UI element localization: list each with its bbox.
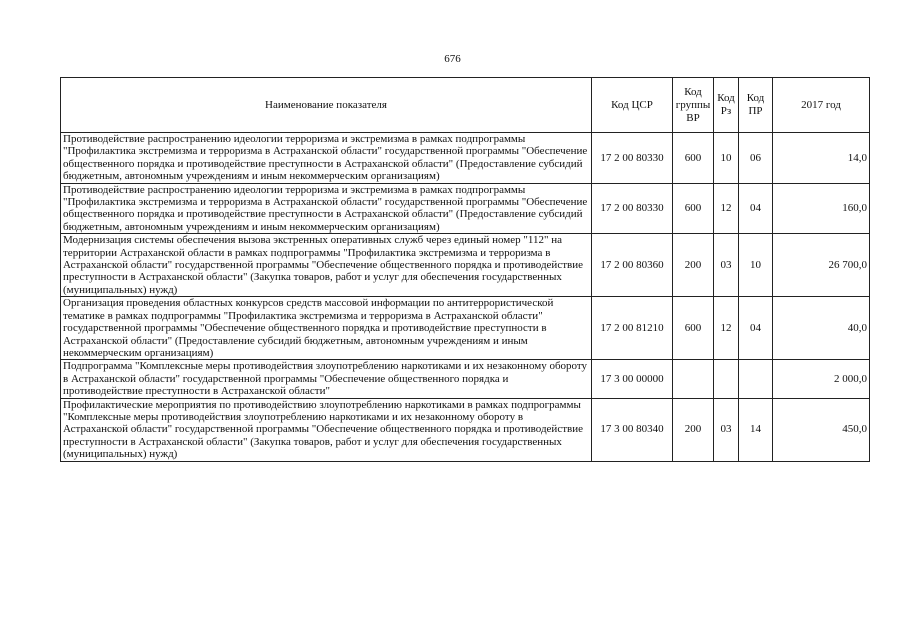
row-vr-code: 600 bbox=[673, 133, 714, 184]
header-csr: Код ЦСР bbox=[592, 78, 673, 133]
row-name: Подпрограмма "Комплексные меры противодействия злоупотреблению наркотиками и их незаконному обороту в Астраханской области" государственной программы "Обеспечение общественного порядка и противодействие преступности в Астраханской области" bbox=[61, 360, 592, 398]
row-csr-code: 17 2 00 80330 bbox=[592, 133, 673, 184]
row-csr-code: 17 3 00 00000 bbox=[592, 360, 673, 398]
row-pr-code: 10 bbox=[739, 234, 773, 297]
row-rz-code: 12 bbox=[714, 183, 739, 234]
row-rz-code bbox=[714, 360, 739, 398]
header-vr: Код группы ВР bbox=[673, 78, 714, 133]
row-rz-code: 03 bbox=[714, 398, 739, 461]
table-row bbox=[61, 360, 870, 398]
row-vr-code: 600 bbox=[673, 297, 714, 360]
row-csr-code: 17 3 00 80340 bbox=[592, 398, 673, 461]
table-row bbox=[61, 234, 870, 297]
header-year: 2017 год bbox=[773, 78, 870, 133]
row-amount: 26 700,0 bbox=[773, 234, 870, 297]
row-amount: 40,0 bbox=[773, 297, 870, 360]
header-pr: Код ПР bbox=[739, 78, 773, 133]
row-csr-code: 17 2 00 80330 bbox=[592, 183, 673, 234]
row-pr-code: 14 bbox=[739, 398, 773, 461]
row-name: Профилактические мероприятия по противодействию злоупотреблению наркотиками в рамках подпрограммы "Комплексные меры противодействия злоупотреблению наркотиками и их незаконному обороту в Астраханской области" государственной программы "Обеспечение общественного порядка и противодействие преступности в Астраханской области" (Закупка товаров, работ и услуг для обеспечения государственных (муниципальных) нужд) bbox=[61, 398, 592, 461]
row-vr-code: 200 bbox=[673, 234, 714, 297]
table-row bbox=[61, 398, 870, 461]
row-pr-code: 06 bbox=[739, 133, 773, 184]
row-csr-code: 17 2 00 81210 bbox=[592, 297, 673, 360]
row-csr-code: 17 2 00 80360 bbox=[592, 234, 673, 297]
row-amount: 160,0 bbox=[773, 183, 870, 234]
row-amount: 14,0 bbox=[773, 133, 870, 184]
header-rz: Код Рз bbox=[714, 78, 739, 133]
row-rz-code: 10 bbox=[714, 133, 739, 184]
row-name: Противодействие распространению идеологии терроризма и экстремизма в рамках подпрограммы "Профилактика экстремизма и терроризма в Астраханской области" государственной программы "Обеспечение общественного порядка и противодействие преступности в Астраханской области" (Предоставление субсидий бюджетным, автономным учреждениям и иным некоммерческим организациям) bbox=[61, 133, 592, 184]
row-pr-code bbox=[739, 360, 773, 398]
row-vr-code: 200 bbox=[673, 398, 714, 461]
budget-table bbox=[60, 77, 870, 462]
header-name: Наименование показателя bbox=[61, 78, 592, 133]
row-name: Противодействие распространению идеологии терроризма и экстремизма в рамках подпрограммы "Профилактика экстремизма и терроризма в Астраханской области" государственной программы "Обеспечение общественного порядка и противодействие преступности в Астраханской области" (Предоставление субсидий бюджетным, автономным учреждениям и иным некоммерческим организациям) bbox=[61, 183, 592, 234]
row-vr-code: 600 bbox=[673, 183, 714, 234]
row-amount: 450,0 bbox=[773, 398, 870, 461]
table-row bbox=[61, 183, 870, 234]
page-number: 676 bbox=[444, 53, 461, 65]
row-amount: 2 000,0 bbox=[773, 360, 870, 398]
table-row bbox=[61, 297, 870, 360]
row-pr-code: 04 bbox=[739, 297, 773, 360]
row-name: Организация проведения областных конкурсов средств массовой информации по антитеррористической тематике в рамках подпрограммы "Профилактика экстремизма и терроризма в Астраханской области" государственной программы "Обеспечение общественного порядка и противодействие преступности в Астраханской области" (Предоставление субсидий бюджетным, автономным учреждениям и иным некоммерческим организациям) bbox=[61, 297, 592, 360]
table-row bbox=[61, 133, 870, 184]
row-pr-code: 04 bbox=[739, 183, 773, 234]
row-rz-code: 03 bbox=[714, 234, 739, 297]
table-header-row bbox=[61, 78, 870, 133]
row-vr-code bbox=[673, 360, 714, 398]
row-name: Модернизация системы обеспечения вызова экстренных оперативных служб через единый номер "112" на территории Астраханской области в рамках подпрограммы "Профилактика экстремизма и терроризма в Астраханской области" государственной программы "Обеспечение общественного порядка и противодействие преступности в Астраханской области" (Закупка товаров, работ и услуг для обеспечения государственных (муниципальных) нужд) bbox=[61, 234, 592, 297]
row-rz-code: 12 bbox=[714, 297, 739, 360]
